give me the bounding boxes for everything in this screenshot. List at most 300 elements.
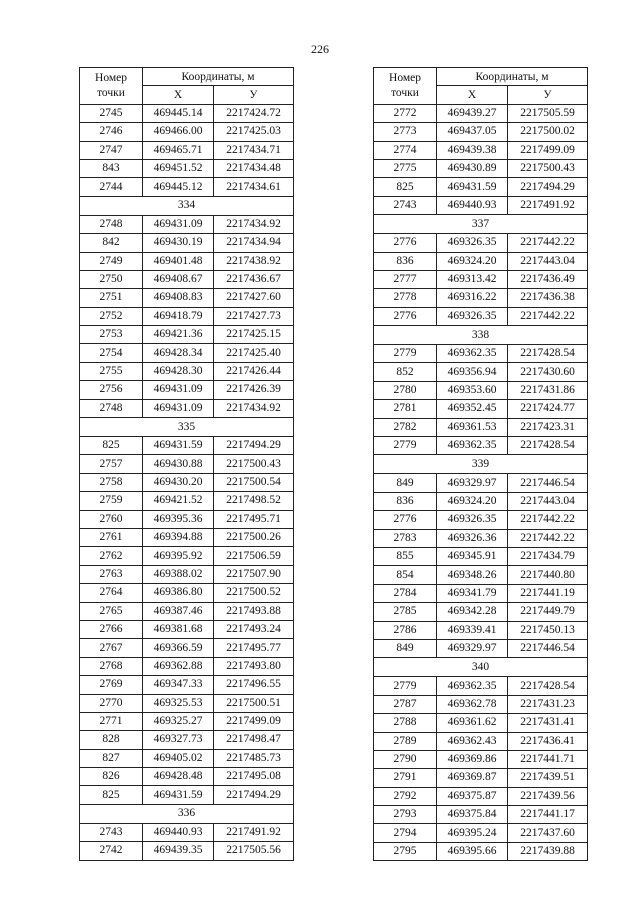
x-coordinate-cell: 469362.35 xyxy=(437,437,508,455)
table-row xyxy=(80,455,294,473)
x-coordinate-cell: 469439.35 xyxy=(143,842,214,860)
table-row xyxy=(374,806,588,824)
x-coordinate-cell: 469324.20 xyxy=(437,252,508,270)
y-coordinate-cell: 2217443.04 xyxy=(508,492,588,510)
y-coordinate-cell: 2217500.51 xyxy=(214,694,294,712)
table-row xyxy=(80,234,294,252)
point-number-cell: 2755 xyxy=(80,362,143,380)
point-number-header xyxy=(80,68,143,105)
y-coordinate-cell: 2217493.24 xyxy=(214,620,294,638)
point-number-cell: 2786 xyxy=(374,621,437,639)
table-row xyxy=(374,547,588,565)
x-coordinate-cell: 469465.71 xyxy=(143,141,214,159)
table-row xyxy=(80,842,294,860)
x-coordinate-cell: 469341.79 xyxy=(437,584,508,602)
table-row xyxy=(80,510,294,528)
table-row xyxy=(374,677,588,695)
table-row xyxy=(80,473,294,491)
table-row xyxy=(374,196,588,214)
y-coordinate-cell: 2217437.60 xyxy=(508,824,588,842)
x-coordinate-cell: 469394.88 xyxy=(143,528,214,546)
x-coordinate-cell: 469316.22 xyxy=(437,289,508,307)
y-coordinate-cell: 2217498.52 xyxy=(214,492,294,510)
y-coordinate-cell: 2217423.31 xyxy=(508,418,588,436)
point-number-cell: 2772 xyxy=(374,104,437,122)
table-row xyxy=(374,603,588,621)
x-coordinate-cell: 469388.02 xyxy=(143,565,214,583)
y-header: У xyxy=(214,86,294,104)
point-number-cell: 2785 xyxy=(374,603,437,621)
x-coordinate-cell: 469395.92 xyxy=(143,547,214,565)
y-coordinate-cell: 2217428.54 xyxy=(508,677,588,695)
header-num-line1: Номер xyxy=(389,71,421,84)
x-coordinate-cell: 469395.36 xyxy=(143,510,214,528)
point-number-cell: 2758 xyxy=(80,473,143,491)
table-row xyxy=(80,344,294,362)
y-coordinate-cell: 2217491.92 xyxy=(214,823,294,841)
point-number-cell: 855 xyxy=(374,547,437,565)
y-coordinate-cell: 2217442.22 xyxy=(508,529,588,547)
x-coordinate-cell: 469361.62 xyxy=(437,714,508,732)
table-row xyxy=(374,824,588,842)
x-coordinate-cell: 469466.00 xyxy=(143,123,214,141)
x-coordinate-cell: 469339.41 xyxy=(437,621,508,639)
y-coordinate-cell: 2217430.60 xyxy=(508,363,588,381)
y-coordinate-cell: 2217500.43 xyxy=(508,159,588,177)
x-coordinate-cell: 469431.09 xyxy=(143,215,214,233)
x-coordinate-cell: 469345.91 xyxy=(437,547,508,565)
y-coordinate-cell: 2217436.49 xyxy=(508,270,588,288)
point-number-cell: 2748 xyxy=(80,215,143,233)
point-number-cell: 2781 xyxy=(374,400,437,418)
table-row xyxy=(374,474,588,492)
table-row xyxy=(80,437,294,455)
y-coordinate-cell: 2217443.04 xyxy=(508,252,588,270)
x-coordinate-cell: 469428.30 xyxy=(143,362,214,380)
x-coordinate-cell: 469431.59 xyxy=(437,178,508,196)
x-coordinate-cell: 469381.68 xyxy=(143,620,214,638)
point-number-cell: 2780 xyxy=(374,381,437,399)
y-coordinate-cell: 2217425.15 xyxy=(214,326,294,344)
y-coordinate-cell: 2217494.29 xyxy=(214,786,294,804)
table-row xyxy=(80,307,294,325)
point-number-cell: 2789 xyxy=(374,732,437,750)
point-number-cell: 2742 xyxy=(80,842,143,860)
point-number-cell: 2743 xyxy=(374,196,437,214)
x-coordinate-cell: 469375.87 xyxy=(437,787,508,805)
x-coordinate-cell: 469362.88 xyxy=(143,657,214,675)
table-row xyxy=(374,363,588,381)
point-number-cell: 2770 xyxy=(80,694,143,712)
table-row xyxy=(374,307,588,325)
x-coordinate-cell: 469430.20 xyxy=(143,473,214,491)
y-coordinate-cell: 2217500.02 xyxy=(508,123,588,141)
point-number-cell: 2787 xyxy=(374,695,437,713)
table-row xyxy=(80,657,294,675)
point-number-cell: 2766 xyxy=(80,620,143,638)
x-coordinate-cell: 469405.02 xyxy=(143,749,214,767)
y-coordinate-cell: 2217436.38 xyxy=(508,289,588,307)
x-coordinate-cell: 469326.35 xyxy=(437,511,508,529)
y-coordinate-cell: 2217438.92 xyxy=(214,252,294,270)
table-row xyxy=(374,252,588,270)
table-row xyxy=(80,639,294,657)
y-coordinate-cell: 2217485.73 xyxy=(214,749,294,767)
y-coordinate-cell: 2217426.39 xyxy=(214,381,294,399)
table-row xyxy=(80,528,294,546)
y-coordinate-cell: 2217439.56 xyxy=(508,787,588,805)
y-coordinate-cell: 2217436.41 xyxy=(508,732,588,750)
y-coordinate-cell: 2217491.92 xyxy=(508,196,588,214)
point-number-cell: 842 xyxy=(80,234,143,252)
group-row xyxy=(80,196,294,215)
table-row xyxy=(80,123,294,141)
table-row xyxy=(374,584,588,602)
group-number: 338 xyxy=(374,326,588,345)
point-number-cell: 849 xyxy=(374,639,437,657)
x-coordinate-cell: 469431.09 xyxy=(143,399,214,417)
table-row xyxy=(80,270,294,288)
table-row xyxy=(80,178,294,196)
table-row xyxy=(374,842,588,860)
y-coordinate-cell: 2217428.54 xyxy=(508,437,588,455)
y-coordinate-cell: 2217431.41 xyxy=(508,714,588,732)
table-row xyxy=(80,712,294,730)
x-coordinate-cell: 469408.83 xyxy=(143,289,214,307)
x-coordinate-cell: 469361.53 xyxy=(437,418,508,436)
table-row xyxy=(80,252,294,270)
x-coordinate-cell: 469313.42 xyxy=(437,270,508,288)
point-number-cell: 2790 xyxy=(374,750,437,768)
y-coordinate-cell: 2217505.56 xyxy=(214,842,294,860)
y-coordinate-cell: 2217434.48 xyxy=(214,159,294,177)
table-row xyxy=(374,289,588,307)
y-header: У xyxy=(508,86,588,104)
point-number-cell: 2795 xyxy=(374,842,437,860)
table-row xyxy=(80,159,294,177)
y-coordinate-cell: 2217439.88 xyxy=(508,842,588,860)
y-coordinate-cell: 2217500.43 xyxy=(214,455,294,473)
x-coordinate-cell: 469418.79 xyxy=(143,307,214,325)
point-number-cell: 2777 xyxy=(374,270,437,288)
table-row xyxy=(80,381,294,399)
table-row xyxy=(374,769,588,787)
x-coordinate-cell: 469347.33 xyxy=(143,676,214,694)
table-row xyxy=(80,676,294,694)
y-coordinate-cell: 2217441.17 xyxy=(508,806,588,824)
header-num-line1: Номер xyxy=(95,71,127,84)
y-coordinate-cell: 2217500.26 xyxy=(214,528,294,546)
x-coordinate-cell: 469327.73 xyxy=(143,731,214,749)
y-coordinate-cell: 2217506.59 xyxy=(214,547,294,565)
point-number-cell: 2776 xyxy=(374,307,437,325)
x-coordinate-cell: 469386.80 xyxy=(143,584,214,602)
table-row xyxy=(374,178,588,196)
y-coordinate-cell: 2217450.13 xyxy=(508,621,588,639)
x-coordinate-cell: 469375.84 xyxy=(437,806,508,824)
x-coordinate-cell: 469440.93 xyxy=(143,823,214,841)
y-coordinate-cell: 2217499.09 xyxy=(214,712,294,730)
y-coordinate-cell: 2217499.09 xyxy=(508,141,588,159)
page-number: 226 xyxy=(311,42,329,56)
point-number-cell: 2747 xyxy=(80,141,143,159)
x-header: X xyxy=(437,86,508,104)
table-row xyxy=(374,529,588,547)
coordinates-header: Координаты, м xyxy=(143,68,294,86)
table-row xyxy=(80,584,294,602)
point-number-cell: 2776 xyxy=(374,511,437,529)
point-number-cell: 2746 xyxy=(80,123,143,141)
y-coordinate-cell: 2217436.67 xyxy=(214,270,294,288)
group-row xyxy=(80,804,294,823)
y-coordinate-cell: 2217431.23 xyxy=(508,695,588,713)
x-coordinate-cell: 469326.36 xyxy=(437,529,508,547)
table-row xyxy=(374,159,588,177)
point-number-cell: 825 xyxy=(80,437,143,455)
table-row xyxy=(80,362,294,380)
x-coordinate-cell: 469445.14 xyxy=(143,104,214,122)
y-coordinate-cell: 2217434.71 xyxy=(214,141,294,159)
y-coordinate-cell: 2217434.92 xyxy=(214,399,294,417)
x-coordinate-cell: 469362.35 xyxy=(437,677,508,695)
x-coordinate-cell: 469348.26 xyxy=(437,566,508,584)
point-number-cell: 2764 xyxy=(80,584,143,602)
table-row xyxy=(374,418,588,436)
table-row xyxy=(80,694,294,712)
y-coordinate-cell: 2217434.92 xyxy=(214,215,294,233)
x-coordinate-cell: 469329.97 xyxy=(437,474,508,492)
y-coordinate-cell: 2217441.71 xyxy=(508,750,588,768)
x-coordinate-cell: 469437.05 xyxy=(437,123,508,141)
table-row xyxy=(374,566,588,584)
x-coordinate-cell: 469362.43 xyxy=(437,732,508,750)
x-coordinate-cell: 469342.28 xyxy=(437,603,508,621)
point-number-cell: 2750 xyxy=(80,270,143,288)
table-body xyxy=(374,104,588,860)
x-coordinate-cell: 469326.35 xyxy=(437,234,508,252)
point-number-cell: 2784 xyxy=(374,584,437,602)
point-number-cell: 2782 xyxy=(374,418,437,436)
y-coordinate-cell: 2217505.59 xyxy=(508,104,588,122)
point-number-cell: 825 xyxy=(80,786,143,804)
y-coordinate-cell: 2217434.61 xyxy=(214,178,294,196)
y-coordinate-cell: 2217431.86 xyxy=(508,381,588,399)
y-coordinate-cell: 2217442.22 xyxy=(508,234,588,252)
table-header xyxy=(374,68,588,105)
group-row xyxy=(374,658,588,677)
x-coordinate-cell: 469440.93 xyxy=(437,196,508,214)
table-row xyxy=(374,714,588,732)
table-row xyxy=(374,104,588,122)
point-number-cell: 2791 xyxy=(374,769,437,787)
y-coordinate-cell: 2217441.19 xyxy=(508,584,588,602)
table-row xyxy=(80,620,294,638)
x-coordinate-cell: 469324.20 xyxy=(437,492,508,510)
table-row xyxy=(80,215,294,233)
point-number-cell: 2792 xyxy=(374,787,437,805)
point-number-cell: 2749 xyxy=(80,252,143,270)
x-coordinate-cell: 469356.94 xyxy=(437,363,508,381)
point-number-cell: 852 xyxy=(374,363,437,381)
y-coordinate-cell: 2217425.40 xyxy=(214,344,294,362)
coordinates-table-right xyxy=(373,67,588,861)
point-number-cell: 2760 xyxy=(80,510,143,528)
point-number-cell: 2773 xyxy=(374,123,437,141)
point-number-cell: 2775 xyxy=(374,159,437,177)
point-number-cell: 2759 xyxy=(80,492,143,510)
y-coordinate-cell: 2217446.54 xyxy=(508,639,588,657)
table-row xyxy=(374,639,588,657)
group-number: 336 xyxy=(80,804,294,823)
x-coordinate-cell: 469369.86 xyxy=(437,750,508,768)
table-row xyxy=(80,602,294,620)
x-coordinate-cell: 469366.59 xyxy=(143,639,214,657)
y-coordinate-cell: 2217446.54 xyxy=(508,474,588,492)
point-number-cell: 2794 xyxy=(374,824,437,842)
point-number-cell: 2763 xyxy=(80,565,143,583)
x-coordinate-cell: 469362.35 xyxy=(437,345,508,363)
x-coordinate-cell: 469326.35 xyxy=(437,307,508,325)
group-number: 339 xyxy=(374,455,588,474)
table-row xyxy=(80,141,294,159)
point-number-cell: 2776 xyxy=(374,234,437,252)
table-row xyxy=(374,750,588,768)
point-number-cell: 849 xyxy=(374,474,437,492)
point-number-cell: 2778 xyxy=(374,289,437,307)
y-coordinate-cell: 2217495.08 xyxy=(214,768,294,786)
y-coordinate-cell: 2217425.03 xyxy=(214,123,294,141)
point-number-cell: 2779 xyxy=(374,677,437,695)
point-number-cell: 2793 xyxy=(374,806,437,824)
point-number-cell: 2771 xyxy=(80,712,143,730)
point-number-cell: 826 xyxy=(80,768,143,786)
x-coordinate-cell: 469430.89 xyxy=(437,159,508,177)
y-coordinate-cell: 2217427.73 xyxy=(214,307,294,325)
table-row xyxy=(374,511,588,529)
x-coordinate-cell: 469329.97 xyxy=(437,639,508,657)
y-coordinate-cell: 2217495.77 xyxy=(214,639,294,657)
y-coordinate-cell: 2217424.72 xyxy=(214,104,294,122)
x-coordinate-cell: 469421.52 xyxy=(143,492,214,510)
table-row xyxy=(374,381,588,399)
table-row xyxy=(80,823,294,841)
point-number-cell: 2756 xyxy=(80,381,143,399)
point-number-cell: 2743 xyxy=(80,823,143,841)
y-coordinate-cell: 2217498.47 xyxy=(214,731,294,749)
x-coordinate-cell: 469430.88 xyxy=(143,455,214,473)
point-number-header xyxy=(374,68,437,105)
point-number-cell: 854 xyxy=(374,566,437,584)
x-coordinate-cell: 469428.48 xyxy=(143,768,214,786)
point-number-cell: 2767 xyxy=(80,639,143,657)
x-coordinate-cell: 469421.36 xyxy=(143,326,214,344)
y-coordinate-cell: 2217426.44 xyxy=(214,362,294,380)
x-coordinate-cell: 469369.87 xyxy=(437,769,508,787)
x-coordinate-cell: 469387.46 xyxy=(143,602,214,620)
table-row xyxy=(374,345,588,363)
header-num-line2: точки xyxy=(391,86,419,99)
table-row xyxy=(80,104,294,122)
y-coordinate-cell: 2217495.71 xyxy=(214,510,294,528)
table-row xyxy=(374,400,588,418)
x-header: X xyxy=(143,86,214,104)
point-number-cell: 2754 xyxy=(80,344,143,362)
y-coordinate-cell: 2217434.79 xyxy=(508,547,588,565)
y-coordinate-cell: 2217439.51 xyxy=(508,769,588,787)
table-row xyxy=(374,695,588,713)
point-number-cell: 2769 xyxy=(80,676,143,694)
y-coordinate-cell: 2217424.77 xyxy=(508,400,588,418)
table-row xyxy=(374,270,588,288)
table-row xyxy=(80,565,294,583)
x-coordinate-cell: 469431.09 xyxy=(143,381,214,399)
y-coordinate-cell: 2217493.88 xyxy=(214,602,294,620)
point-number-cell: 2748 xyxy=(80,399,143,417)
point-number-cell: 2751 xyxy=(80,289,143,307)
x-coordinate-cell: 469325.27 xyxy=(143,712,214,730)
table-row xyxy=(80,289,294,307)
point-number-cell: 2779 xyxy=(374,437,437,455)
group-number: 334 xyxy=(80,196,294,215)
table-header xyxy=(80,68,294,105)
point-number-cell: 843 xyxy=(80,159,143,177)
point-number-cell: 2752 xyxy=(80,307,143,325)
point-number-cell: 2783 xyxy=(374,529,437,547)
group-number: 337 xyxy=(374,215,588,234)
point-number-cell: 2762 xyxy=(80,547,143,565)
x-coordinate-cell: 469408.67 xyxy=(143,270,214,288)
group-row xyxy=(80,418,294,437)
x-coordinate-cell: 469362.78 xyxy=(437,695,508,713)
point-number-cell: 2757 xyxy=(80,455,143,473)
y-coordinate-cell: 2217507.90 xyxy=(214,565,294,583)
y-coordinate-cell: 2217494.29 xyxy=(214,437,294,455)
point-number-cell: 827 xyxy=(80,749,143,767)
header-num-line2: точки xyxy=(97,86,125,99)
x-coordinate-cell: 469353.60 xyxy=(437,381,508,399)
x-coordinate-cell: 469431.59 xyxy=(143,786,214,804)
table-row xyxy=(80,547,294,565)
table-row xyxy=(80,326,294,344)
table-row xyxy=(374,123,588,141)
table-row xyxy=(374,621,588,639)
point-number-cell: 2761 xyxy=(80,528,143,546)
x-coordinate-cell: 469352.45 xyxy=(437,400,508,418)
y-coordinate-cell: 2217427.60 xyxy=(214,289,294,307)
point-number-cell: 2774 xyxy=(374,141,437,159)
table-row xyxy=(374,437,588,455)
y-coordinate-cell: 2217428.54 xyxy=(508,345,588,363)
y-coordinate-cell: 2217434.94 xyxy=(214,234,294,252)
y-coordinate-cell: 2217494.29 xyxy=(508,178,588,196)
point-number-cell: 2788 xyxy=(374,714,437,732)
x-coordinate-cell: 469395.24 xyxy=(437,824,508,842)
y-coordinate-cell: 2217496.55 xyxy=(214,676,294,694)
group-row xyxy=(374,326,588,345)
y-coordinate-cell: 2217442.22 xyxy=(508,511,588,529)
table-row xyxy=(80,731,294,749)
y-coordinate-cell: 2217449.79 xyxy=(508,603,588,621)
table-row xyxy=(80,768,294,786)
table-body xyxy=(80,104,294,860)
x-coordinate-cell: 469439.27 xyxy=(437,104,508,122)
y-coordinate-cell: 2217500.54 xyxy=(214,473,294,491)
y-coordinate-cell: 2217493.80 xyxy=(214,657,294,675)
y-coordinate-cell: 2217500.52 xyxy=(214,584,294,602)
table-row xyxy=(374,732,588,750)
point-number-cell: 2765 xyxy=(80,602,143,620)
table-row xyxy=(80,749,294,767)
